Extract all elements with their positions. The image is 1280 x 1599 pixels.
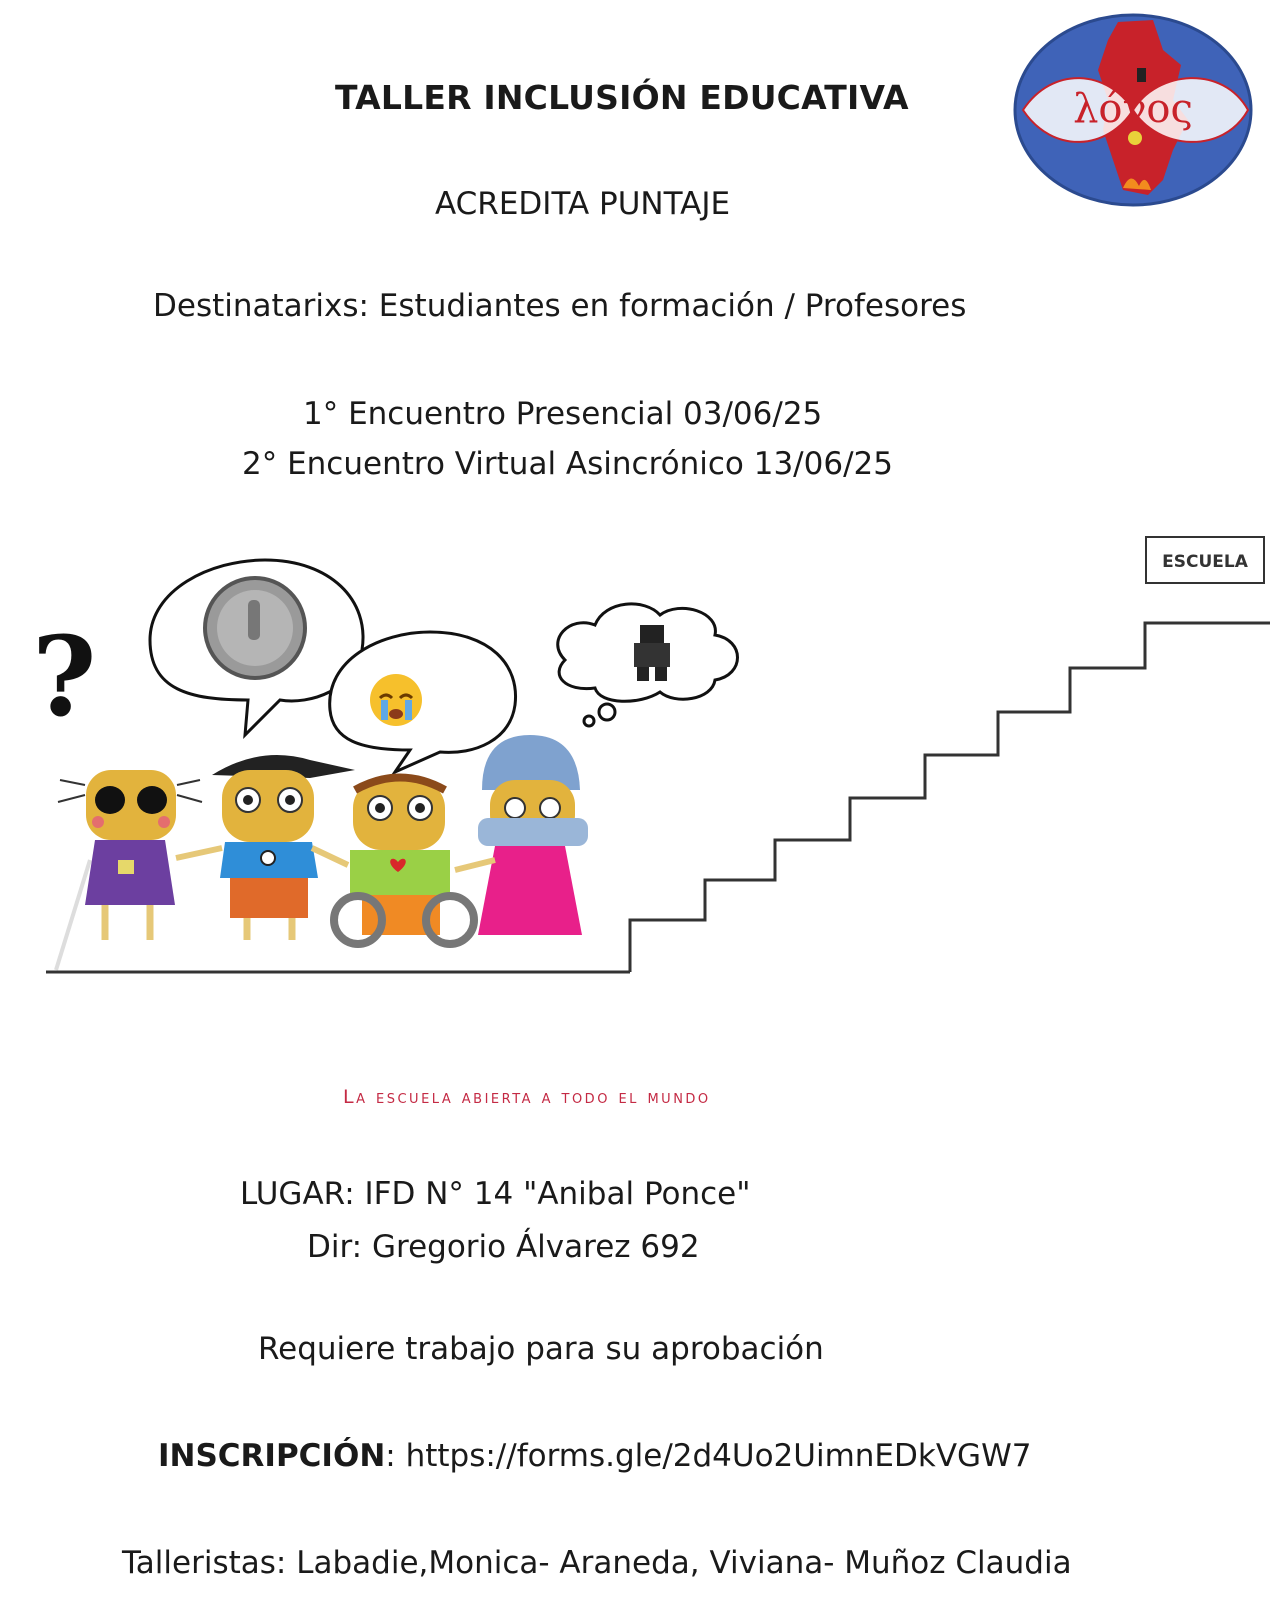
question-mark: ? xyxy=(32,612,97,741)
second-meeting: 2° Encuentro Virtual Asincrónico 13/06/25 xyxy=(242,446,893,482)
page-title: TALLER INCLUSIÓN EDUCATIVA xyxy=(335,78,909,117)
approval-requirement: Requiere trabajo para su aprobación xyxy=(258,1331,824,1367)
kid-with-hat xyxy=(455,735,588,935)
slogan: La escuela abierta a todo el mundo xyxy=(343,1086,711,1108)
logo-text: λόγος xyxy=(1073,86,1193,132)
kid-with-cane xyxy=(56,770,202,970)
logos-logo xyxy=(1013,10,1263,210)
location-address: Dir: Gregorio Álvarez 692 xyxy=(307,1229,700,1265)
kid-with-cap xyxy=(176,755,355,940)
kid-in-wheelchair xyxy=(334,778,474,945)
location-place: LUGAR: IFD N° 14 "Anibal Ponce" xyxy=(240,1176,751,1212)
escuela-sign-text: ESCUELA xyxy=(1162,552,1248,572)
registration-label: INSCRIPCIÓN xyxy=(158,1438,386,1474)
crying-speech-bubble xyxy=(330,632,516,772)
inclusion-illustration xyxy=(0,500,1280,1020)
facilitators: Talleristas: Labadie,Monica- Araneda, Viviana- Muñoz Claudia xyxy=(122,1545,1072,1581)
credit-notice: ACREDITA PUNTAJE xyxy=(435,186,731,222)
registration-link[interactable]: https://forms.gle/2d4Uo2UimnEDkVGW7 xyxy=(395,1438,1032,1474)
first-meeting: 1° Encuentro Presencial 03/06/25 xyxy=(303,396,823,432)
police-icon xyxy=(640,625,664,643)
registration-separator: : xyxy=(385,1438,396,1474)
registration-line xyxy=(158,1438,1031,1474)
audience-text: Destinatarixs: Estudiantes en formación / Profesores xyxy=(153,288,967,324)
